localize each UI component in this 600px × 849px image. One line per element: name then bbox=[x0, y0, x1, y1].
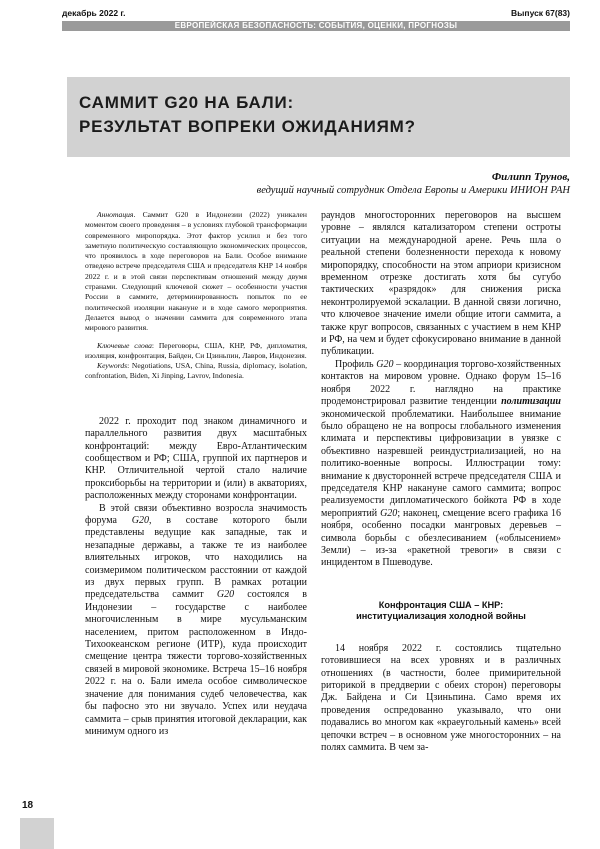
running-header bbox=[62, 8, 570, 20]
paragraph: Профиль G20 – координация торгово-хозяйственных контактов на мировом уровне. Однако форум 15–16 ноября 2022 г. наглядно на практике продемонстрировал развитие тенденции политизации экономической проблематики. Наибольшее внимание было обращено не на вопросы глобального изменения климата и перспективы цифровизации в увязке с объективно назревшей реиндустриализацией, но на политико-военные вопросы. Иллюстрации тому: внимание к двусторонней встрече председателя США и председателя КНР накануне самого саммита; вопрос реализуемости дипломатического бойкота РФ в ходе мероприятий G20; наконец, смещение всего графика 16 ноября, особенно посадки мангровых деревьев – символа борьбы с обезлесиванием («облысением» Земли) – из-за «ракетной тревоги» в связи с инцидентом в Пшеводуве. bbox=[321, 358, 561, 569]
abstract bbox=[85, 210, 307, 382]
author-block bbox=[257, 170, 570, 198]
paragraph: В этой связи объективно возросла значимость форума G20, в составе которого были представлены ведущие как западные, так и незападные державы, а также те из наиболее влиятельных игроков, что находились на соизмеримом политическом расстоянии от каждой из двух первых групп. В рамках ротации председательства саммит G20 состоялся в Индонезии – государстве с наиболее многочисленным в мире мусульманским населением, притом расположенном в Индо-Тихоокеанском регионе (ИТР), куда происходит смещение центра тяжести торгово-хозяйственных связей в мировой экономике. Встреча 15–16 ноября 2022 г. на о. Бали имела особое символическое значение для понимания судеб человечества, как бы пафосно это ни звучало. Успех или неудача саммита – срыв принятия итоговой декларации, как минимум одного из bbox=[85, 502, 307, 737]
keywords-en-label: Keywords bbox=[97, 361, 128, 371]
keywords-ru: Ключевые слова: Переговоры, США, КНР, РФ, дипломатия, изоляция, конфронтация, Байден, Си Цзиньпин, Лавров, Индонезия. bbox=[85, 340, 308, 360]
page-number: 18 bbox=[22, 800, 34, 811]
keywords-en: Keywords: Negotiations, USA, China, Russia, diplomacy, isolation, confrontation, Biden, Xi Jinping, Lavrov, Indonesia. bbox=[85, 361, 307, 381]
abstract-label: Аннотация bbox=[97, 210, 134, 219]
title-line-1: САММИТ G20 НА БАЛИ: bbox=[79, 93, 294, 112]
paragraph: 2022 г. проходит под знаком динамичного и параллельного развития двух масштабных конфронтаций: между Евро-Атлантическим сообществом и РФ; США, группой их партнеров и КНР. Отличительной чертой стало наличие проксиборьбы на территории и (или) в акваториях, расположенных между сторонами конфронтации. bbox=[85, 415, 307, 502]
right-column bbox=[321, 210, 561, 754]
left-body-text bbox=[85, 416, 307, 739]
page-corner-tab bbox=[20, 818, 54, 849]
abstract-text: Аннотация. Саммит G20 в Индонезии (2022) уникален моментом своего проведения – в условиях глубокой трансформации современного миропорядка. Этот фактор усилил и без того заметную политическую составляющую экономических процессов, что проявилось в ходе переговоров на Бали. Особое внимание отведено встрече председателя США и председателя КНР 14 ноября 2022 г. и в этой связи перспективам отношений между двумя странами. Следующий ключевой сюжет – особенности участия России в саммите, детерминированность попыток по ее политической изоляции накануне и в ходе самого мероприятия. Делается вывод о значении саммита для современного этапа мирового развития. bbox=[85, 210, 307, 333]
paragraph: раундов многосторонних переговоров на высшем уровне – являлся катализатором степени остроты ситуации на международной арене. Речь шла о реальной степени болезненности перехода к новому миропорядку, способности на этом априори кризисном временном отрезке достигать хотя бы сугубо тактических «разрядок» для снижения риска неконтролируемой эскалации. В данной связи логично, что ключевое значение имели общие итоги саммита, а также круг вопросов, связанных с участием в нем КНР и РФ, на чем и будет сфокусировано внимание в данной публикации. bbox=[321, 210, 561, 358]
header-date: декабрь 2022 г. bbox=[62, 8, 126, 18]
author-name: Филипп Трунов, bbox=[491, 171, 570, 183]
left-column bbox=[85, 210, 307, 738]
paragraph: 14 ноября 2022 г. состоялись тщательно готовившиеся на всех уровнях и в различных отношениях (в частности, более примирительной риторикой в преддверии с обеих сторон) переговоры Дж. Байдена и Си Цзиньпина. Само время их проведения оспредованно указывало, что они подавались во многом как «краеугольный камень» всей цепочки встреч – в основном уже многосторонних – на полях саммита. В чем за- bbox=[321, 642, 561, 754]
article-title bbox=[79, 91, 416, 139]
header-issue: Выпуск 67(83) bbox=[511, 8, 570, 18]
title-line-2: РЕЗУЛЬТАТ ВОПРЕКИ ОЖИДАНИЯМ? bbox=[79, 117, 416, 136]
title-box bbox=[67, 77, 570, 157]
author-position: ведущий научный сотрудник Отдела Европы и Америки ИНИОН РАН bbox=[256, 185, 570, 196]
keywords-ru-label: Ключевые слова bbox=[97, 340, 152, 350]
section-heading: Конфронтация США – КНР: институциализация холодной войны bbox=[356, 599, 526, 622]
section-band: ЕВРОПЕЙСКАЯ БЕЗОПАСНОСТЬ: СОБЫТИЯ, ОЦЕНКИ, ПРОГНОЗЫ bbox=[62, 21, 570, 31]
